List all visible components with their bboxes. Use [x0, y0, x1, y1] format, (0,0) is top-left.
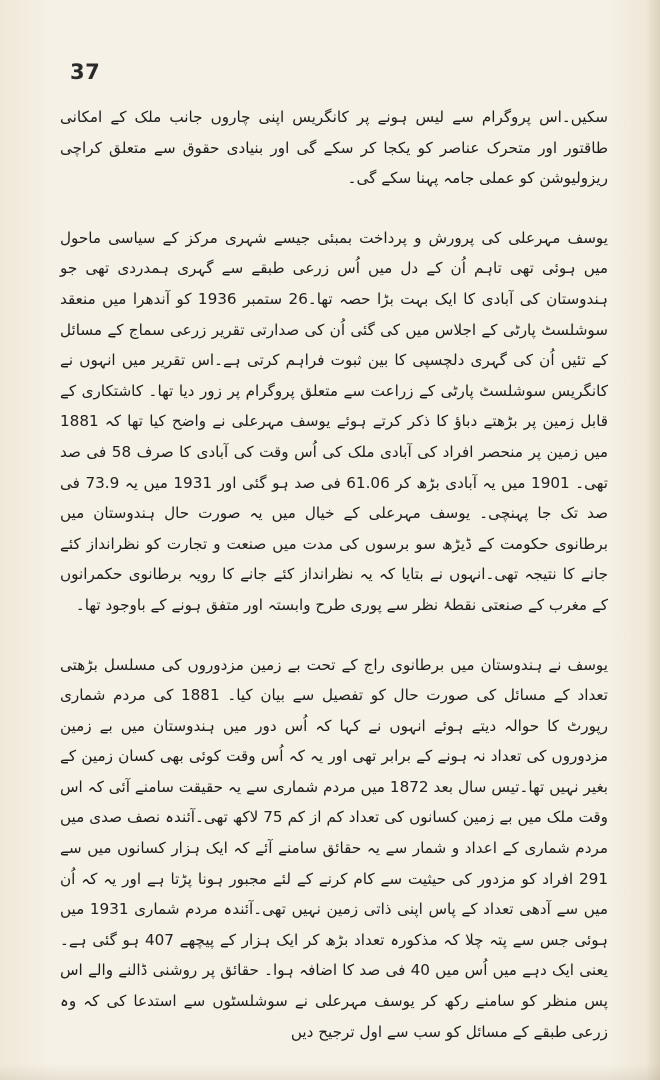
paragraph-2: یوسف مہرعلی کی پرورش و پرداخت بمبئی جیسے شہری مرکز کے سیاسی ماحول میں ہوئی تھی تاہم اُن کے دل میں اُس زرعی طبقے سے گہری ہمدردی تھی جو ہندوستان کی آبادی کا ایک بہت بڑا حصہ تھا۔26 ستمبر 1936 کو آندھرا میں منعقد سوشلسٹ پارٹی کے اجلاس میں کی گئی اُن کی صدارتی تقریر زرعی سماج کے مسائل کے تئیں اُن کی گہری دلچسپی کا بین ثبوت فراہم کرتی ہے۔اس تقریر میں انہوں نے کانگریس سوشلسٹ پارٹی کے زراعت سے متعلق پروگرام پر زور دیا تھا۔ کاشتکاری کے قابل زمین پر بڑھتے دباؤ کا ذکر کرتے ہوئے یوسف مہرعلی نے واضح کیا تھا کہ 1881 میں زمین پر منحصر افراد کی آبادی ملک کی اُس وقت کی آبادی کا صرف 58 فی صد تھی۔ 1901 میں یہ آبادی بڑھ کر 61.06 فی صد ہو گئی اور 1931 میں یہ 73.9 فی صد تک جا پہنچی۔ یوسف مہرعلی کے خیال میں یہ صورت حال ہندوستان میں برطانوی حکومت کے ڈیڑھ سو برسوں کی مدت میں صنعت و تجارت کو نظرانداز کئے جانے کا نتیجہ تھی۔انہوں نے بتایا کہ یہ نظرانداز کئے جانے کا رویہ برطانوی حکمرانوں کے مغرب کے صنعتی نقطۂ نظر سے پوری طرح وابستہ اور متفق ہونے کے باوجود تھا۔	[60, 228, 609, 614]
page-spine-shadow	[646, 0, 660, 1080]
page-bottom-edge	[0, 1064, 660, 1080]
paragraph-3: یوسف نے ہندوستان میں برطانوی راج کے تحت بے زمین مزدوروں کی مسلسل بڑھتی تعداد کے مسائل کی صورت حال کو تفصیل سے بیان کیا۔ 1881 کی مردم شماری رپورٹ کا حوالہ دیتے ہوئے انہوں نے کہا کہ اُس دور میں ہندوستان میں بے زمین مزدوروں کی تعداد نہ ہونے کے برابر تھی اور یہ کہ اُس وقت کوئی بھی کسان زمین کے بغیر نہیں تھا۔تیس سال بعد 1872 میں مردم شماری سے یہ حقیقت سامنے آئی کہ اس وقت ملک میں بے زمین کسانوں کی تعداد کم از کم 75 لاکھ تھی۔آئندہ نصف صدی میں مردم شماری کے اعداد و شمار سے یہ حقائق سامنے آئے کہ ایک ہزار کسانوں میں سے 291 افراد کو مزدور کی حیثیت سے کام کرنے کے لئے مجبور ہونا پڑتا ہے اور یہ کہ اُن میں سے آدھی تعداد کے پاس اپنی ذاتی زمین نہیں تھی۔آئندہ مردم شماری 1931 میں ہوئی جس سے پتہ چلا کہ مذکورہ تعداد بڑھ کر ایک ہزار کے پیچھے 407 ہو گئی ہے۔یعنی ایک دہے میں اُس میں 40 فی صد کا اضافہ ہوا۔ حقائق پر روشنی ڈالنے والے اس پس منظر کو سامنے رکھ کر یوسف مہرعلی نے سوشلسٹوں سے استدعا کی کہ وہ زرعی طبقے کے مسائل کو سب سے اول ترجیح دیں	[60, 655, 608, 1041]
paragraph-1: سکیں۔اس پروگرام سے لیس ہونے پر کانگریس اپنی چاروں جانب ملک کے امکانی طاقتور اور متحرک عناصر کو یکجا کر سکے گی اور بنیادی حقوق سے متعلق کراچی ریزولیوشن کو عملی جامہ پہنا سکے گی۔	[60, 108, 608, 188]
page-body	[60, 102, 608, 1047]
page-number: 37	[70, 60, 101, 84]
